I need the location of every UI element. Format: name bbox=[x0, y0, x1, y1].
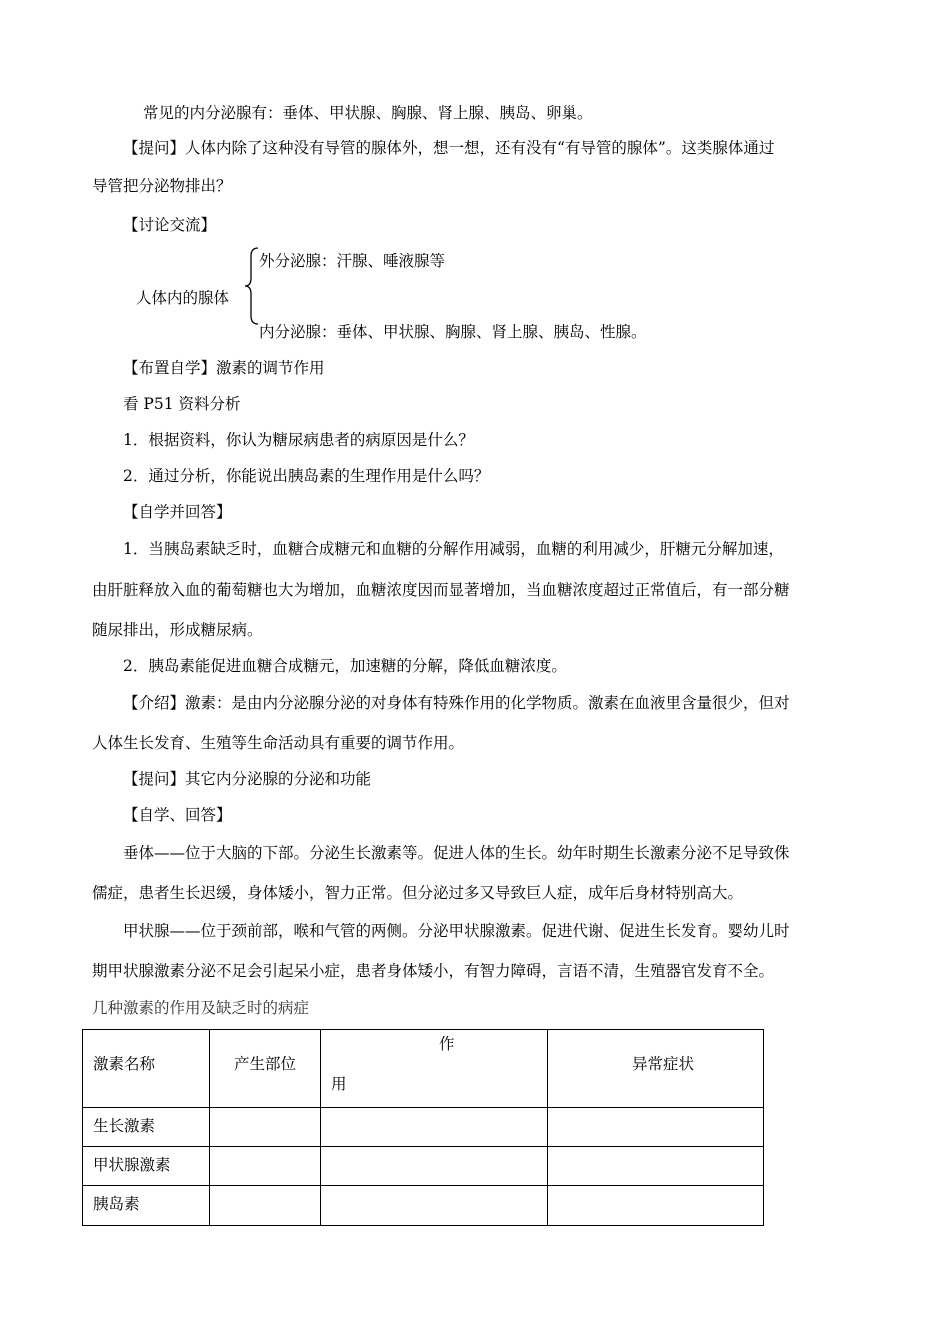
row-symptoms-cell bbox=[548, 1108, 764, 1147]
header-name-text: 激素名称 bbox=[93, 1055, 156, 1073]
heading-other-glands: 【提问】其它内分泌腺的分泌和功能 bbox=[123, 770, 372, 788]
thyroid-line1: 甲状腺——位于颈前部，喉和气管的两侧。分泌甲状腺激素。促进代谢、促进生长发育。婴幼儿时 bbox=[123, 922, 790, 940]
paragraph-common-glands: 常见的内分泌腺有：垂体、甲状腺、胸腺、肾上腺、胰岛、卵巢。 bbox=[143, 104, 593, 122]
header-effect-top-text: 作 bbox=[439, 1035, 455, 1053]
row-origin-cell bbox=[210, 1108, 321, 1147]
heading-self-study-respond: 【自学、回答】 bbox=[123, 806, 232, 824]
paragraph-question-ducts-line2: 导管把分泌物排出？ bbox=[92, 177, 232, 195]
answer-1-line1: 1．当胰岛素缺乏时，血糖合成糖元和血糖的分解作用减弱，血糖的利用减少，肝糖元分解加速， bbox=[123, 540, 784, 558]
hormone-name-insulin: 胰岛素 bbox=[93, 1195, 140, 1213]
header-cell-origin bbox=[210, 1030, 321, 1108]
brace-endocrine-label: 内分泌腺：垂体、甲状腺、胸腺、肾上腺、胰岛、性腺。 bbox=[259, 323, 647, 341]
row-origin-cell bbox=[210, 1147, 321, 1186]
row-effect-cell bbox=[321, 1186, 548, 1226]
hormone-name-growth: 生长激素 bbox=[93, 1117, 156, 1135]
row-symptoms-cell bbox=[548, 1186, 764, 1226]
intro-hormone-line2: 人体生长发育、生殖等生命活动具有重要的调节作用。 bbox=[92, 734, 465, 752]
header-symptoms-text: 异常症状 bbox=[632, 1055, 695, 1073]
thyroid-line2: 期甲状腺激素分泌不足会引起呆小症，患者身体矮小，有智力障碍，言语不清，生殖器官发育不全。 bbox=[92, 962, 775, 980]
header-effect-bottom-text: 用 bbox=[331, 1075, 347, 1093]
table-caption: 几种激素的作用及缺乏时的病症 bbox=[92, 999, 310, 1017]
paragraph-see-p51: 看 P51 资料分析 bbox=[123, 395, 241, 413]
pituitary-line1: 垂体——位于大脑的下部。分泌生长激素等。促进人体的生长。幼年时期生长激素分泌不足导致侏 bbox=[123, 844, 790, 862]
row-name-cell bbox=[83, 1147, 210, 1186]
heading-self-study: 【布置自学】激素的调节作用 bbox=[123, 359, 325, 377]
header-cell-name bbox=[83, 1030, 210, 1108]
pituitary-line2: 儒症，患者生长迟缓，身体矮小，智力正常。但分泌过多又导致巨人症，成年后身材特别高大。 bbox=[92, 884, 744, 902]
row-name-cell bbox=[83, 1186, 210, 1226]
question-item-2: 2．通过分析，你能说出胰岛素的生理作用是什么吗？ bbox=[123, 467, 490, 485]
header-origin-text: 产生部位 bbox=[234, 1055, 297, 1073]
heading-self-study-answer: 【自学并回答】 bbox=[123, 503, 232, 521]
brace-root-label: 人体内的腺体 bbox=[136, 289, 230, 307]
brace-exocrine-label: 外分泌腺：汗腺、唾液腺等 bbox=[259, 252, 446, 270]
hormone-name-thyroid: 甲状腺激素 bbox=[93, 1156, 171, 1174]
table-row bbox=[83, 1147, 764, 1186]
header-cell-symptoms bbox=[548, 1030, 764, 1108]
row-symptoms-cell bbox=[548, 1147, 764, 1186]
answer-2: 2．胰岛素能促进血糖合成糖元，加速糖的分解，降低血糖浓度。 bbox=[123, 657, 567, 675]
answer-1-line2: 由肝脏释放入血的葡萄糖也大为增加，血糖浓度因而显著增加，当血糖浓度超过正常值后，有一部分糖 bbox=[92, 581, 790, 599]
table-row bbox=[83, 1186, 764, 1226]
table-row bbox=[83, 1108, 764, 1147]
row-name-cell bbox=[83, 1108, 210, 1147]
row-effect-cell bbox=[321, 1147, 548, 1186]
header-cell-effect bbox=[321, 1030, 548, 1108]
row-origin-cell bbox=[210, 1186, 321, 1226]
paragraph-question-ducts-line1: 【提问】人体内除了这种没有导管的腺体外，想一想，还有没有“有导管的腺体”。这类腺体通过 bbox=[123, 139, 775, 157]
intro-hormone-line1: 【介绍】激素：是由内分泌腺分泌的对身体有特殊作用的化学物质。激素在血液里含量很少，但对 bbox=[123, 694, 790, 712]
question-item-1: 1．根据资料，你认为糖尿病患者的病原因是什么？ bbox=[123, 431, 474, 449]
hormone-table bbox=[82, 1029, 764, 1226]
answer-1-line3: 随尿排出，形成糖尿病。 bbox=[92, 621, 263, 639]
row-effect-cell bbox=[321, 1108, 548, 1147]
heading-discussion: 【讨论交流】 bbox=[123, 216, 217, 234]
table-header-row bbox=[83, 1030, 764, 1108]
